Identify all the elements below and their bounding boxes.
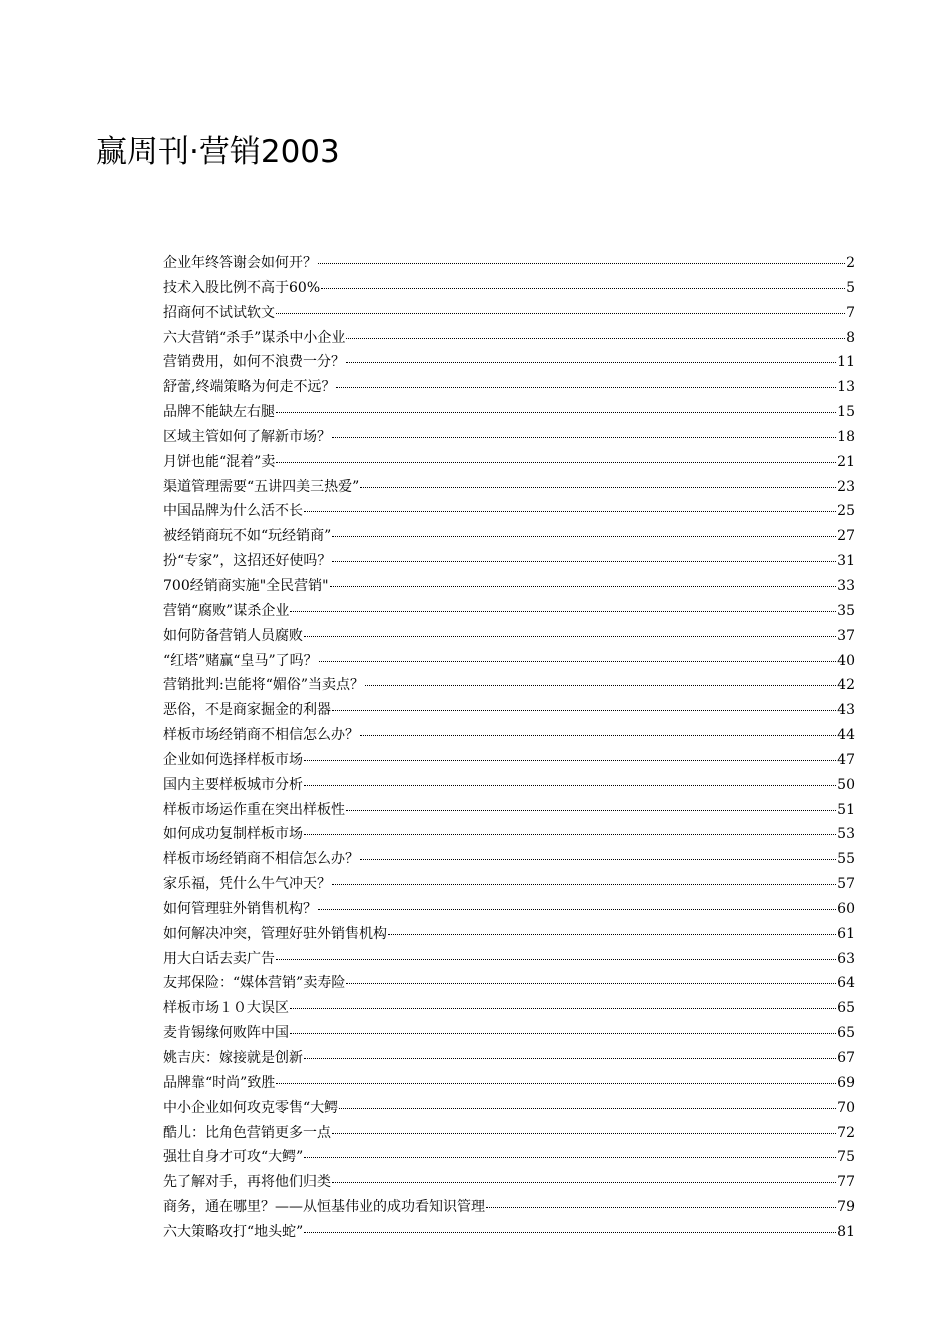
toc-entry-page-number: 47: [837, 751, 855, 768]
toc-entry-page-number: 15: [837, 404, 855, 421]
toc-entry[interactable]: [163, 251, 855, 276]
toc-entry-title: 姚吉庆：嫁接就是创新: [163, 1050, 303, 1066]
toc-entry-page-number: 81: [837, 1223, 855, 1240]
toc-entry-title: 月饼也能“混着”卖: [163, 453, 276, 470]
toc-entry[interactable]: [163, 326, 855, 351]
toc-dot-leader: [290, 1019, 836, 1034]
toc-entry-page-number: 31: [837, 553, 855, 570]
toc-entry-title: 技术入股比例不高于60%: [163, 279, 321, 296]
toc-entry[interactable]: [163, 1096, 855, 1121]
toc-entry[interactable]: [163, 1021, 855, 1046]
toc-entry-title: 样板市场１０大误区: [163, 1000, 289, 1017]
toc-dot-leader: [276, 448, 836, 463]
toc-entry[interactable]: [163, 847, 855, 872]
toc-dot-leader: [290, 994, 836, 1009]
toc-entry-title: 商务，通在哪里？——从恒基伟业的成功看知识管理: [163, 1199, 485, 1216]
toc-entry-title: 营销费用，如何不浪费一分？: [163, 354, 345, 371]
toc-entry-page-number: 69: [837, 1074, 855, 1091]
toc-entry-title: 700经销商实施"全民营销": [163, 577, 329, 594]
toc-entry[interactable]: [163, 897, 855, 922]
toc-entry[interactable]: [163, 499, 855, 524]
toc-entry-page-number: 13: [837, 379, 855, 396]
toc-dot-leader: [332, 522, 836, 537]
toc-entry[interactable]: [163, 1220, 855, 1245]
toc-dot-leader: [290, 597, 836, 612]
toc-entry[interactable]: [163, 996, 855, 1021]
toc-entry-title: “红塔”赌赢“皇马”了吗？: [163, 652, 318, 669]
toc-entry-title: 舒蕾,终端策略为何走不远？: [163, 379, 336, 396]
toc-entry[interactable]: [163, 971, 855, 996]
toc-entry-title: 如何解决冲突，管理好驻外销售机构: [163, 925, 387, 942]
toc-entry[interactable]: [163, 450, 855, 475]
toc-entry-page-number: 27: [837, 528, 855, 545]
toc-entry-title: 被经销商玩不如“玩经销商”: [163, 528, 332, 545]
toc-entry-page-number: 2: [846, 255, 855, 271]
toc-entry-page-number: 18: [837, 428, 855, 445]
toc-dot-leader: [318, 895, 836, 910]
toc-entry[interactable]: [163, 301, 855, 326]
toc-dot-leader: [304, 1044, 836, 1059]
toc-dot-leader: [304, 622, 836, 637]
toc-dot-leader: [304, 1143, 836, 1158]
toc-entry-page-number: 70: [837, 1099, 855, 1116]
toc-entry-page-number: 33: [837, 577, 855, 594]
toc-dot-leader: [346, 324, 845, 339]
toc-entry-page-number: 79: [837, 1199, 855, 1216]
toc-dot-leader: [332, 696, 836, 711]
toc-entry-title: 招商何不试试软文: [163, 304, 275, 321]
toc-entry[interactable]: [163, 475, 855, 500]
toc-entry-page-number: 65: [837, 1000, 855, 1017]
toc-entry[interactable]: [163, 375, 855, 400]
toc-dot-leader: [319, 647, 837, 662]
toc-entry-title: 麦肯锡缘何败阵中国: [163, 1025, 289, 1042]
toc-entry-title: 如何防备营销人员腐败: [163, 627, 303, 644]
toc-dot-leader: [304, 771, 836, 786]
toc-entry[interactable]: [163, 1071, 855, 1096]
toc-entry[interactable]: [163, 276, 855, 301]
toc-dot-leader: [332, 1168, 836, 1183]
toc-dot-leader: [304, 1218, 836, 1233]
toc-entry-title: 国内主要样板城市分析: [163, 776, 303, 793]
toc-entry[interactable]: [163, 822, 855, 847]
toc-dot-leader: [365, 671, 836, 686]
toc-entry[interactable]: [163, 1170, 855, 1195]
toc-dot-leader: [346, 969, 836, 984]
toc-entry[interactable]: [163, 1121, 855, 1146]
toc-entry[interactable]: [163, 947, 855, 972]
toc-dot-leader: [330, 572, 837, 587]
toc-entry-page-number: 25: [837, 503, 855, 520]
toc-entry-title: 中国品牌为什么活不长: [163, 503, 303, 520]
toc-entry-title: 样板市场经销商不相信怎么办？: [163, 727, 359, 744]
toc-entry-page-number: 7: [846, 304, 855, 321]
toc-entry-page-number: 57: [837, 876, 855, 893]
toc-entry[interactable]: [163, 624, 855, 649]
toc-entry-title: 强壮自身才可攻“大鳄”: [163, 1149, 304, 1166]
toc-entry[interactable]: [163, 400, 855, 425]
toc-entry-title: 如何成功复制样板市场: [163, 826, 303, 843]
toc-entry-page-number: 53: [837, 826, 855, 843]
toc-entry-page-number: 50: [837, 776, 855, 793]
toc-dot-leader: [346, 348, 836, 363]
toc-entry-page-number: 75: [837, 1149, 855, 1166]
toc-entry[interactable]: [163, 723, 855, 748]
toc-dot-leader: [360, 473, 836, 488]
toc-entry[interactable]: [163, 350, 855, 375]
toc-dot-leader: [336, 373, 836, 388]
toc-entry-page-number: 44: [837, 727, 855, 744]
toc-entry-title: 渠道管理需要“五讲四美三热爱”: [163, 478, 360, 495]
toc-dot-leader: [388, 920, 836, 935]
toc-dot-leader: [332, 547, 836, 562]
toc-entry-title: 品牌靠“时尚”致胜: [163, 1074, 276, 1091]
toc-dot-leader: [332, 1119, 836, 1134]
toc-dot-leader: [304, 820, 836, 835]
toc-entry-title: 先了解对手，再将他们归类: [163, 1174, 331, 1191]
toc-dot-leader: [318, 249, 845, 264]
toc-dot-leader: [276, 1069, 836, 1084]
toc-entry[interactable]: [163, 798, 855, 823]
toc-entry-page-number: 72: [837, 1124, 855, 1141]
toc-dot-leader: [339, 1094, 836, 1109]
toc-entry[interactable]: [163, 673, 855, 698]
toc-entry[interactable]: [163, 1046, 855, 1071]
toc-dot-leader: [276, 398, 836, 413]
toc-entry-title: 样板市场经销商不相信怎么办？: [163, 851, 359, 868]
toc-entry-title: 品牌不能缺左右腿: [163, 404, 275, 421]
toc-entry[interactable]: [163, 922, 855, 947]
toc-entry[interactable]: [163, 574, 855, 599]
toc-dot-leader: [276, 945, 836, 960]
toc-entry[interactable]: [163, 748, 855, 773]
toc-entry-title: 家乐福，凭什么牛气冲天？: [163, 876, 331, 893]
page-title: 赢周刊·营销2003: [96, 134, 340, 170]
toc-entry-title: 企业年终答谢会如何开？: [163, 255, 317, 271]
toc-entry-title: 区域主管如何了解新市场？: [163, 428, 331, 445]
toc-entry-title: 六大策略攻打“地头蛇”: [163, 1223, 304, 1240]
toc-entry-title: 营销“腐败”谋杀企业: [163, 602, 290, 619]
toc-entry-page-number: 67: [837, 1050, 855, 1066]
toc-entry-page-number: 23: [837, 478, 855, 495]
toc-dot-leader: [276, 299, 845, 314]
toc-entry-page-number: 8: [846, 329, 855, 346]
toc-entry-page-number: 5: [846, 279, 855, 296]
toc-dot-leader: [486, 1193, 836, 1208]
toc-entry-page-number: 51: [837, 801, 855, 818]
toc-entry[interactable]: [163, 649, 855, 674]
toc-entry-page-number: 77: [837, 1174, 855, 1191]
toc-entry-title: 六大营销“杀手”谋杀中小企业: [163, 329, 346, 346]
toc-entry-page-number: 43: [837, 702, 855, 719]
toc-entry-title: 用大白话去卖广告: [163, 950, 275, 967]
toc-dot-leader: [332, 423, 836, 438]
toc-entry[interactable]: [163, 425, 855, 450]
toc-entry-page-number: 64: [837, 975, 855, 992]
toc-entry-page-number: 40: [837, 652, 855, 669]
toc-entry-page-number: 65: [837, 1025, 855, 1042]
toc-entry-page-number: 35: [837, 602, 855, 619]
toc-entry[interactable]: [163, 524, 855, 549]
toc-dot-leader: [304, 746, 836, 761]
toc-entry[interactable]: [163, 1195, 855, 1220]
toc-entry[interactable]: [163, 549, 855, 574]
toc-dot-leader: [332, 870, 836, 885]
toc-dot-leader: [321, 274, 845, 289]
toc-entry[interactable]: [163, 599, 855, 624]
toc-entry[interactable]: [163, 698, 855, 723]
toc-entry[interactable]: [163, 872, 855, 897]
toc-entry-title: 恶俗，不是商家掘金的利器: [163, 702, 331, 719]
toc-entry-page-number: 37: [837, 627, 855, 644]
toc-entry-title: 酷儿：比角色营销更多一点: [163, 1124, 331, 1141]
toc-dot-leader: [304, 497, 836, 512]
toc-entry-page-number: 21: [837, 453, 855, 470]
toc-entry-page-number: 63: [837, 950, 855, 967]
toc-entry-title: 样板市场运作重在突出样板性: [163, 801, 345, 818]
toc-entry-page-number: 61: [837, 925, 855, 942]
toc-entry-page-number: 11: [837, 354, 855, 371]
toc-entry-title: 企业如何选择样板市场: [163, 751, 303, 768]
toc-entry-title: 如何管理驻外销售机构？: [163, 900, 317, 917]
toc-entry-title: 中小企业如何攻克零售“大鳄: [163, 1099, 339, 1116]
toc-entry[interactable]: [163, 773, 855, 798]
toc-dot-leader: [360, 845, 836, 860]
toc-entry-page-number: 42: [837, 677, 855, 694]
table-of-contents: [163, 251, 855, 1245]
toc-entry-page-number: 55: [837, 851, 855, 868]
toc-entry-page-number: 60: [837, 900, 855, 917]
toc-dot-leader: [346, 796, 836, 811]
toc-entry-title: 扮“专家”，这招还好使吗？: [163, 553, 332, 570]
toc-entry[interactable]: [163, 1145, 855, 1170]
toc-entry-title: 营销批判:岂能将“媚俗”当卖点？: [163, 677, 365, 694]
toc-entry-title: 友邦保险：“媒体营销”卖寿险: [163, 975, 346, 992]
toc-dot-leader: [360, 721, 836, 736]
